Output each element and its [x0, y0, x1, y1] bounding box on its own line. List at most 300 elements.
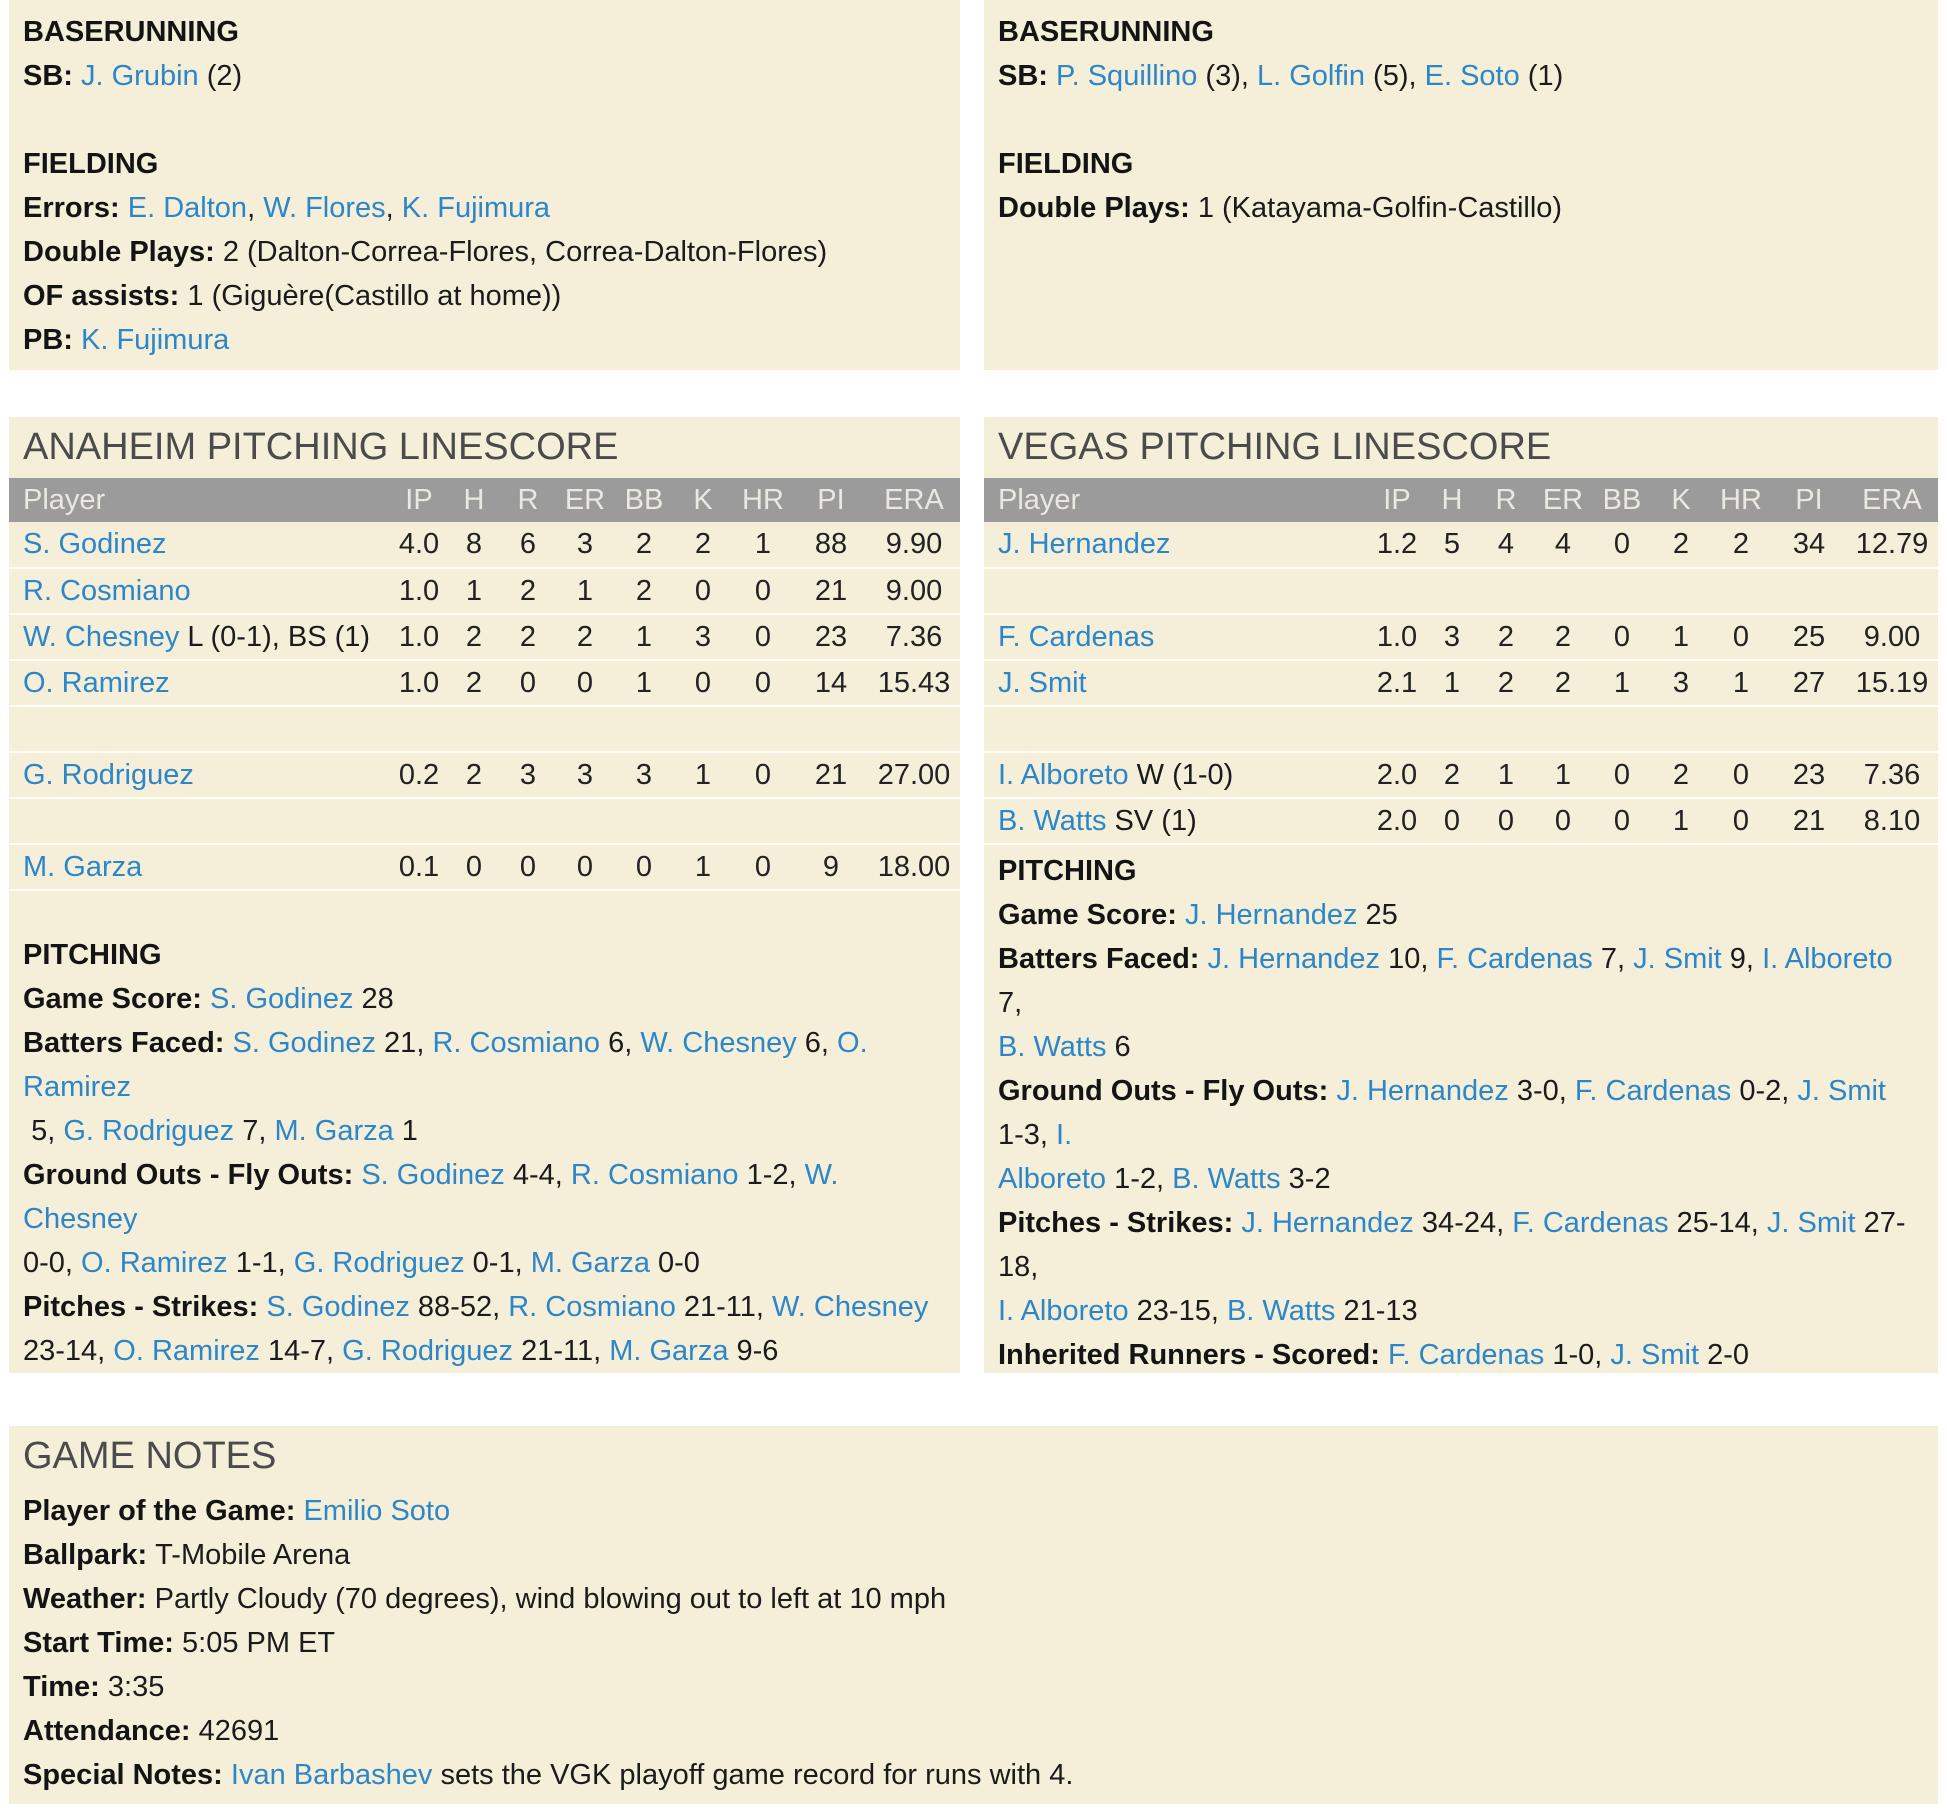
- player-link[interactable]: J. Smit: [998, 666, 1087, 699]
- game-notes-title: GAME NOTES: [23, 1435, 277, 1477]
- spacer-line: [23, 98, 940, 142]
- player-cell: [984, 660, 1368, 706]
- stat-cell: 1: [732, 522, 794, 568]
- stat-cell: 0: [556, 844, 614, 890]
- home-baserunning-fielding-text: [998, 10, 1918, 230]
- stat-cell: 9.00: [868, 568, 960, 614]
- player-link[interactable]: J. Hernandez: [998, 528, 1171, 560]
- text-line: [23, 1109, 934, 1153]
- table-header: [9, 478, 960, 522]
- player-link[interactable]: M. Garza: [530, 1247, 650, 1279]
- player-link[interactable]: W. Chesney: [23, 620, 180, 653]
- field-value: 42691: [198, 1715, 280, 1747]
- column-header-era: ERA: [1846, 478, 1938, 522]
- stat-cell: 1.0: [390, 568, 448, 614]
- vegas-pitching-linescore-panel: [984, 417, 1938, 1373]
- stat-cell: 21: [794, 752, 868, 798]
- player-link[interactable]: J. Hernandez: [1336, 1075, 1509, 1107]
- field-value: 23-15,: [1128, 1295, 1227, 1327]
- field-label: Ballpark:: [23, 1539, 156, 1571]
- column-header-k: K: [1652, 478, 1710, 522]
- text-line: [23, 1241, 934, 1285]
- field-value: 27-18,: [998, 1207, 1906, 1283]
- field-label: Errors:: [23, 192, 128, 224]
- player-link[interactable]: I. Alboreto: [998, 1295, 1129, 1327]
- player-link[interactable]: O. Ramirez: [23, 1027, 876, 1103]
- field-value: 7,: [1592, 943, 1634, 975]
- stat-cell: 2: [1534, 660, 1592, 706]
- vegas-pitching-table: [984, 478, 1938, 845]
- blank-row: [984, 706, 1938, 752]
- player-link[interactable]: G. Rodriguez: [293, 1247, 465, 1279]
- field-value: 7,: [234, 1115, 275, 1147]
- blank-cell: [984, 706, 1938, 752]
- column-header-player: Player: [9, 478, 390, 522]
- stat-cell: 23: [1772, 752, 1846, 798]
- field-value: 6,: [796, 1027, 838, 1059]
- stat-cell: 1: [1478, 752, 1534, 798]
- field-value: 5,: [23, 1115, 64, 1147]
- text-line: [23, 1021, 934, 1109]
- field-label: Game Score:: [23, 983, 210, 1015]
- field-value: 21-11,: [675, 1291, 773, 1323]
- stat-cell: 0: [1710, 798, 1772, 844]
- stat-cell: 1: [614, 614, 674, 660]
- player-link[interactable]: K. Fujimura: [401, 192, 551, 224]
- text-line: [23, 1329, 934, 1373]
- text-line: [998, 1157, 1912, 1201]
- player-link[interactable]: R. Cosmiano: [23, 574, 191, 607]
- stat-cell: 0: [1592, 798, 1652, 844]
- stat-cell: 1: [1652, 798, 1710, 844]
- column-header-bb: BB: [1592, 478, 1652, 522]
- stat-cell: 1.2: [1368, 522, 1426, 568]
- pitcher-row: [984, 614, 1938, 660]
- field-value: (2): [198, 60, 243, 92]
- field-value: T-Mobile Arena: [155, 1539, 351, 1571]
- vegas-pitcher-rows: [984, 522, 1938, 844]
- field-label: Double Plays:: [23, 236, 223, 268]
- field-value: 2 (Dalton-Correa-Flores, Correa-Dalton-Flores): [222, 236, 828, 268]
- field-label: BASERUNNING: [23, 16, 239, 48]
- field-label: PITCHING: [23, 939, 162, 971]
- field-label: BASERUNNING: [998, 16, 1214, 48]
- pitcher-row: [984, 752, 1938, 798]
- player-link[interactable]: Ivan Barbashev: [230, 1759, 433, 1791]
- column-header-bb: BB: [614, 478, 674, 522]
- field-label: Ground Outs - Fly Outs:: [998, 1075, 1337, 1107]
- field-value: sets the VGK playoff game record for runs with 4.: [432, 1759, 1074, 1791]
- column-header-k: K: [674, 478, 732, 522]
- field-label: Batters Faced:: [23, 1027, 233, 1059]
- player-link[interactable]: K. Fujimura: [81, 324, 230, 356]
- vegas-linescore-title: VEGAS PITCHING LINESCORE: [998, 426, 1552, 468]
- field-value: 25: [1357, 899, 1398, 931]
- pitcher-row: [984, 798, 1938, 844]
- stat-cell: 2.1: [1368, 660, 1426, 706]
- stat-cell: 0: [1592, 614, 1652, 660]
- baserunning-fielding-row: [9, 0, 1947, 370]
- stat-cell: 3: [556, 522, 614, 568]
- field-label: Special Notes:: [23, 1759, 231, 1791]
- stat-cell: 1: [1592, 660, 1652, 706]
- stat-cell: 1: [1652, 614, 1710, 660]
- stat-cell: 15.43: [868, 660, 960, 706]
- field-label: SB:: [23, 60, 81, 92]
- text-line: [998, 186, 1918, 230]
- stat-cell: 0: [1592, 752, 1652, 798]
- column-header-er: ER: [556, 478, 614, 522]
- player-cell: [984, 752, 1368, 798]
- field-value: 1-3,: [998, 1075, 1895, 1151]
- field-label: Pitches - Strikes:: [998, 1207, 1242, 1239]
- field-label: PITCHING: [998, 855, 1137, 887]
- field-value: 9,: [1721, 943, 1763, 975]
- stat-cell: 0: [674, 568, 732, 614]
- player-cell: [984, 614, 1368, 660]
- player-link[interactable]: R. Cosmiano: [432, 1027, 601, 1059]
- field-label: Weather:: [23, 1583, 155, 1615]
- field-value: 0-0,: [23, 1247, 82, 1279]
- field-value: 1 (Giguère(Castillo at home)): [187, 280, 562, 312]
- stat-cell: 0: [1710, 614, 1772, 660]
- stat-cell: 0: [500, 844, 556, 890]
- player-link[interactable]: J. Smit: [1610, 1339, 1700, 1371]
- player-link[interactable]: S. Godinez: [361, 1159, 505, 1191]
- stat-cell: 3: [674, 614, 732, 660]
- player-link[interactable]: B. Watts: [998, 1031, 1107, 1063]
- stat-cell: 14: [794, 660, 868, 706]
- stat-cell: 4.0: [390, 522, 448, 568]
- field-value: (5),: [1364, 60, 1425, 92]
- field-value: ,: [385, 192, 402, 224]
- game-notes-panel: [9, 1426, 1938, 1804]
- stat-cell: 3: [1426, 614, 1478, 660]
- stat-cell: 1: [1534, 752, 1592, 798]
- stat-cell: 1: [674, 844, 732, 890]
- field-label: OF assists:: [23, 280, 188, 312]
- player-link[interactable]: O. Ramirez: [81, 1247, 228, 1279]
- player-link[interactable]: P. Squillino: [1056, 60, 1198, 92]
- blank-row: [9, 706, 960, 752]
- player-link[interactable]: I. Alboreto: [998, 758, 1129, 791]
- player-link[interactable]: R. Cosmiano: [508, 1291, 676, 1323]
- column-header-r: R: [1478, 478, 1534, 522]
- pitcher-row: [9, 522, 960, 568]
- player-cell: [9, 844, 390, 890]
- stat-cell: 2: [1478, 660, 1534, 706]
- stat-cell: 2: [448, 752, 500, 798]
- player-link[interactable]: O. Ramirez: [23, 666, 170, 699]
- stat-cell: 0: [448, 844, 500, 890]
- field-value: 1: [393, 1115, 418, 1147]
- player-link[interactable]: J. Smit: [1633, 943, 1722, 975]
- field-value: 21-11,: [513, 1335, 610, 1367]
- stat-cell: 1: [448, 568, 500, 614]
- stat-cell: 1: [1426, 660, 1478, 706]
- text-line: [23, 977, 934, 1021]
- stat-cell: 2.0: [1368, 798, 1426, 844]
- text-line: [998, 1201, 1912, 1289]
- text-line: [23, 1533, 1912, 1577]
- pitcher-row: [9, 614, 960, 660]
- field-value: 1-2,: [738, 1159, 805, 1191]
- stat-cell: 27.00: [868, 752, 960, 798]
- blank-row: [9, 798, 960, 844]
- field-value: 3-0,: [1508, 1075, 1575, 1107]
- player-link[interactable]: W. Flores: [263, 192, 386, 224]
- player-link[interactable]: R. Cosmiano: [570, 1159, 739, 1191]
- player-link[interactable]: E. Soto: [1424, 60, 1520, 92]
- column-header-h: H: [1426, 478, 1478, 522]
- player-link[interactable]: F. Cardenas: [1574, 1075, 1732, 1107]
- player-link[interactable]: S. Godinez: [266, 1291, 410, 1323]
- field-value: 7,: [998, 943, 1901, 1019]
- text-line: [23, 274, 940, 318]
- stat-cell: 0: [732, 660, 794, 706]
- field-value: 6: [1106, 1031, 1131, 1063]
- stat-cell: 21: [794, 568, 868, 614]
- player-link[interactable]: B. Watts: [998, 804, 1107, 837]
- stat-cell: 2: [448, 614, 500, 660]
- stat-cell: 6: [500, 522, 556, 568]
- column-header-hr: HR: [732, 478, 794, 522]
- player-cell: [9, 614, 390, 660]
- field-value: 21-13: [1335, 1295, 1418, 1327]
- stat-cell: 1: [1710, 660, 1772, 706]
- text-line: [998, 937, 1912, 1025]
- text-line: [23, 230, 940, 274]
- field-label: Inherited Runners - Scored:: [998, 1339, 1388, 1371]
- player-link[interactable]: W. Chesney: [772, 1291, 929, 1323]
- stat-cell: 0: [732, 568, 794, 614]
- player-link[interactable]: F. Cardenas: [998, 620, 1155, 653]
- stat-cell: 15.19: [1846, 660, 1938, 706]
- spacer-line: [998, 98, 1918, 142]
- text-line: [23, 1665, 1912, 1709]
- pitcher-row: [9, 752, 960, 798]
- player-cell: [9, 752, 390, 798]
- stat-cell: 8.10: [1846, 798, 1938, 844]
- stat-cell: 2: [674, 522, 732, 568]
- field-label: FIELDING: [23, 148, 159, 180]
- player-link[interactable]: J. Smit: [1797, 1075, 1886, 1107]
- away-baserunning-fielding-text: [23, 10, 940, 362]
- stat-cell: 3: [556, 752, 614, 798]
- stat-cell: 1: [674, 752, 732, 798]
- column-header-ip: IP: [1368, 478, 1426, 522]
- stat-cell: 0: [614, 844, 674, 890]
- text-line: [23, 54, 940, 98]
- stat-cell: 0: [732, 614, 794, 660]
- text-line: [23, 10, 940, 54]
- text-line: [998, 54, 1918, 98]
- stat-cell: 9.00: [1846, 614, 1938, 660]
- stat-cell: 2: [1710, 522, 1772, 568]
- text-line: [998, 849, 1912, 893]
- stat-cell: 4: [1478, 522, 1534, 568]
- stat-cell: 0: [1592, 522, 1652, 568]
- player-link[interactable]: F. Cardenas: [1387, 1339, 1545, 1371]
- player-cell: [984, 798, 1368, 844]
- column-header-er: ER: [1534, 478, 1592, 522]
- anaheim-pitching-linescore-panel: [9, 417, 960, 1373]
- stat-cell: 0: [1710, 752, 1772, 798]
- field-value: 5:05 PM ET: [182, 1627, 336, 1659]
- text-line: [998, 10, 1918, 54]
- field-label: SB:: [998, 60, 1056, 92]
- stat-cell: 0: [732, 844, 794, 890]
- player-link[interactable]: L. Golfin: [1256, 60, 1365, 92]
- player-link[interactable]: W. Chesney: [23, 1159, 847, 1235]
- game-notes-text: [9, 1489, 1938, 1797]
- player-cell: [9, 522, 390, 568]
- player-link[interactable]: B. Watts: [1226, 1295, 1336, 1327]
- player-link[interactable]: J. Hernandez: [1241, 1207, 1414, 1239]
- player-link[interactable]: S. Godinez: [232, 1027, 376, 1059]
- away-baserunning-fielding-panel: [9, 0, 960, 370]
- stat-cell: 2.0: [1368, 752, 1426, 798]
- field-value: 3-2: [1280, 1163, 1331, 1195]
- player-link[interactable]: M. Garza: [274, 1115, 394, 1147]
- stat-cell: 1: [556, 568, 614, 614]
- text-line: [23, 186, 940, 230]
- stat-cell: 3: [1652, 660, 1710, 706]
- stat-cell: 3: [614, 752, 674, 798]
- player-link[interactable]: Alboreto: [998, 1163, 1107, 1195]
- stat-cell: 3: [500, 752, 556, 798]
- pitcher-row: [9, 660, 960, 706]
- player-link[interactable]: F. Cardenas: [1436, 943, 1593, 975]
- text-line: [998, 142, 1918, 186]
- text-line: [23, 1489, 1912, 1533]
- column-header-pi: PI: [1772, 478, 1846, 522]
- field-label: Player of the Game:: [23, 1495, 304, 1527]
- pitcher-decision: SV (1): [1106, 804, 1197, 837]
- stat-cell: 21: [1772, 798, 1846, 844]
- stat-cell: 0: [556, 660, 614, 706]
- field-label: Ground Outs - Fly Outs:: [23, 1159, 362, 1191]
- field-value: 25-14,: [1668, 1207, 1767, 1239]
- stat-cell: 9.90: [868, 522, 960, 568]
- pitcher-row: [984, 660, 1938, 706]
- stat-cell: 2: [448, 660, 500, 706]
- home-baserunning-fielding-panel: [984, 0, 1938, 370]
- player-link[interactable]: G. Rodriguez: [23, 758, 194, 791]
- field-label: FIELDING: [998, 148, 1134, 180]
- stat-cell: 2: [614, 522, 674, 568]
- player-link[interactable]: I. Alboreto: [1762, 943, 1893, 975]
- player-link[interactable]: S. Godinez: [23, 528, 167, 560]
- field-value: ,: [247, 192, 264, 224]
- pitcher-decision: L (0-1), BS (1): [179, 620, 371, 653]
- anaheim-pitching-table: [9, 478, 960, 891]
- player-link[interactable]: M. Garza: [23, 850, 143, 883]
- pitcher-row: [9, 844, 960, 890]
- blank-row: [984, 568, 1938, 614]
- field-value: 1-0,: [1544, 1339, 1611, 1371]
- player-link[interactable]: Emilio Soto: [303, 1495, 451, 1527]
- stat-cell: 2: [556, 614, 614, 660]
- stat-cell: 0: [1534, 798, 1592, 844]
- field-value: 4-4,: [504, 1159, 571, 1191]
- text-line: [998, 1025, 1912, 1069]
- column-header-r: R: [500, 478, 556, 522]
- player-link[interactable]: M. Garza: [609, 1335, 729, 1367]
- field-value: 1-2,: [1106, 1163, 1173, 1195]
- field-value: 0-0: [649, 1247, 700, 1279]
- stat-cell: 0: [1478, 798, 1534, 844]
- player-link[interactable]: G. Rodriguez: [342, 1335, 514, 1367]
- field-label: Game Score:: [998, 899, 1185, 931]
- field-value: 0-2,: [1731, 1075, 1798, 1107]
- player-link[interactable]: I.: [1056, 1119, 1073, 1151]
- stat-cell: 2: [1652, 522, 1710, 568]
- column-header-pi: PI: [794, 478, 868, 522]
- text-line: [23, 1753, 1912, 1797]
- field-value: 21,: [376, 1027, 433, 1059]
- field-value: 0-1,: [464, 1247, 531, 1279]
- field-label: Time:: [23, 1671, 108, 1703]
- player-link[interactable]: J. Hernandez: [1184, 899, 1358, 931]
- text-line: [23, 933, 934, 977]
- column-header-player: Player: [984, 478, 1368, 522]
- player-link[interactable]: S. Godinez: [209, 983, 354, 1015]
- field-label: Double Plays:: [998, 192, 1198, 224]
- player-link[interactable]: J. Grubin: [81, 60, 199, 92]
- player-link[interactable]: B. Watts: [1172, 1163, 1281, 1195]
- player-link[interactable]: G. Rodriguez: [63, 1115, 235, 1147]
- column-header-h: H: [448, 478, 500, 522]
- stat-cell: 0: [500, 660, 556, 706]
- field-value: 1 (Katayama-Golfin-Castillo): [1197, 192, 1563, 224]
- pitcher-row: [984, 522, 1938, 568]
- field-value: 88-52,: [409, 1291, 509, 1323]
- stat-cell: 7.36: [1846, 752, 1938, 798]
- blank-cell: [984, 568, 1938, 614]
- field-value: 14-7,: [259, 1335, 343, 1367]
- player-link[interactable]: J. Hernandez: [1207, 943, 1381, 975]
- player-cell: [9, 568, 390, 614]
- field-value: 9-6: [728, 1335, 779, 1367]
- player-link[interactable]: W. Chesney: [640, 1027, 797, 1059]
- stat-cell: 2: [500, 614, 556, 660]
- player-link[interactable]: E. Dalton: [127, 192, 248, 224]
- field-value: 10,: [1380, 943, 1437, 975]
- text-line: [23, 1153, 934, 1241]
- stat-cell: 0: [732, 752, 794, 798]
- stat-cell: 2: [1534, 614, 1592, 660]
- text-line: [23, 142, 940, 186]
- player-cell: [9, 660, 390, 706]
- player-link[interactable]: F. Cardenas: [1512, 1207, 1669, 1239]
- stat-cell: 2: [614, 568, 674, 614]
- text-line: [998, 1289, 1912, 1333]
- stat-cell: 12.79: [1846, 522, 1938, 568]
- field-value: 2-0: [1699, 1339, 1750, 1371]
- stat-cell: 88: [794, 522, 868, 568]
- player-link[interactable]: O. Ramirez: [113, 1335, 260, 1367]
- player-link[interactable]: J. Smit: [1766, 1207, 1856, 1239]
- stat-cell: 9: [794, 844, 868, 890]
- field-value: 34-24,: [1413, 1207, 1513, 1239]
- text-line: [23, 318, 940, 362]
- stat-cell: 2: [1426, 752, 1478, 798]
- stat-cell: 0: [674, 660, 732, 706]
- stat-cell: 2: [1478, 614, 1534, 660]
- field-label: Start Time:: [23, 1627, 183, 1659]
- field-label: Pitches - Strikes:: [23, 1291, 267, 1323]
